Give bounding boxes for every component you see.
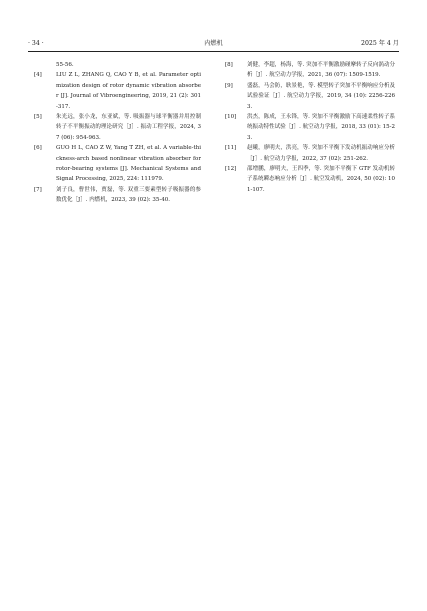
reference-text: 赵曦，廖明夫，洪亮，等. 突加不平衡下发动机振动响应分析［J］. 航空动力学报，2022, 37 (02): 251-262.: [247, 145, 395, 162]
header-rule: [28, 51, 399, 52]
reference-number: [8]: [225, 62, 233, 68]
reference-item: [225, 143, 395, 164]
reference-item: [34, 112, 201, 143]
reference-item: [34, 70, 201, 112]
reference-number: [12]: [225, 166, 237, 173]
reference-item: [225, 164, 395, 195]
reference-number: [9]: [225, 82, 233, 89]
reference-continuation: [34, 60, 201, 70]
reference-item: [225, 112, 395, 143]
running-header: [28, 38, 399, 50]
right-column: [225, 60, 395, 195]
reference-item: [34, 185, 201, 206]
issue-date: 2025 年 4 月: [361, 40, 399, 47]
reference-number: [10]: [225, 114, 237, 121]
reference-item: [225, 81, 395, 112]
page-number: · 34 ·: [28, 40, 44, 47]
reference-number: [5]: [34, 114, 42, 121]
reference-number: [4]: [34, 72, 42, 79]
reference-text: GUO H L, CAO Z W, Yang T ZH, et al. A variable-thickness-arch based nonlinear vibration absorber for rotor-bearing systems [J]. Mechanical Systems and Signal Processing, 2025, 224: 111979.: [56, 145, 201, 183]
reference-text: LIU Z L, ZHANG Q, CAO Y B, et al. Parameter optimization design of rotor dynamic vibration absorber [J]. Journal of Vibroengineering, 2019, 21 (2): 301-317.: [56, 72, 201, 110]
reference-text: 盛磊，马会防，耿景艳，等. 模型转子突加不平衡响应分析及试验验证［J］. 航空动力学报，2019, 34 (10): 2256-2263.: [247, 82, 395, 110]
reference-number: [11]: [225, 145, 237, 152]
left-column: [34, 60, 201, 206]
reference-text: 刘子良，曹世伟，贾磊，等. 双重三要素型转子吸振器的参数优化［J］. 内燃机，2023, 39 (02): 35-40.: [56, 186, 201, 204]
reference-text: 55-56.: [56, 62, 74, 68]
reference-number: [7]: [34, 186, 42, 193]
reference-number: [6]: [34, 145, 42, 152]
reference-item: [225, 60, 395, 81]
reference-item: [34, 143, 201, 185]
journal-name: 内燃机: [204, 40, 223, 47]
reference-text: 洪杰，陈成，王永锋，等. 突加不平衡激励下高速柔性转子系统振动特性试验［J］. 航空动力学报，2018, 33 (01): 15-23.: [247, 114, 395, 141]
reference-text: 刘健，李超，杨海，等. 突加不平衡激励碰摩转子反向涡动分析［J］. 航空动力学报，2021, 36 (07): 1509-1519.: [247, 62, 395, 79]
reference-text: 朱光远，张小龙，东亚斌，等. 吸振器与球平衡器并用控制转子不平衡振动的理论研究［J］. 振动工程学报，2024, 37 (06): 954-963.: [56, 114, 201, 141]
reference-text: 邵增鹏，廖明夫，王四季，等. 突加不平衡下 GTF 发动机转子系统瞬态响应分析［J］. 航空发动机，2024, 50 (02): 101-107.: [247, 166, 395, 193]
